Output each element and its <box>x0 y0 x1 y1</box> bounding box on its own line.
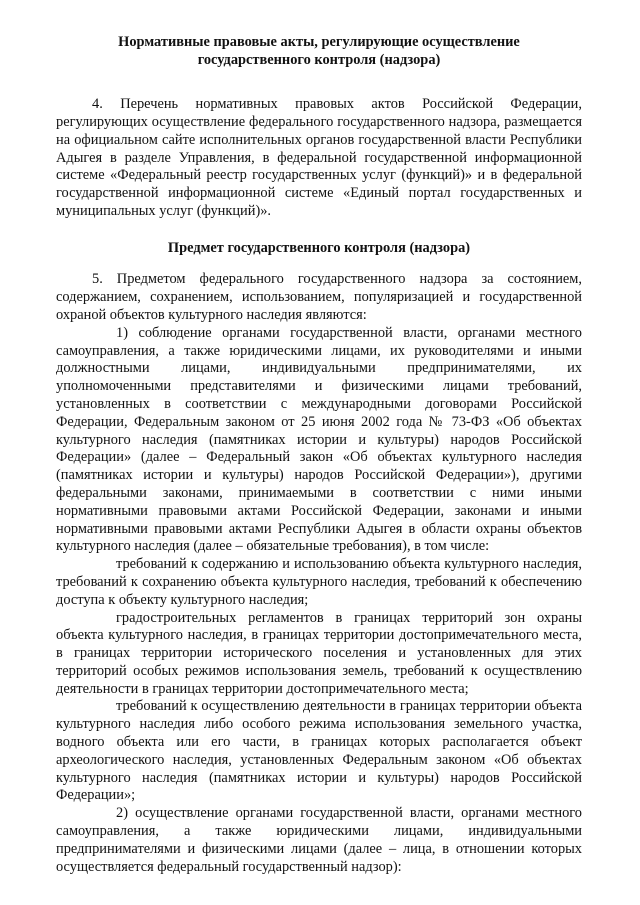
document-title-line-1: Нормативные правовые акты, регулирующие осуществление <box>118 34 520 50</box>
paragraph-section-4: 4. Перечень нормативных правовых актов Российской Федерации, регулирующих осуществление федерального государственного надзора, размещается на официальном сайте исполнительных органов государственной власти Республики Адыгея в разделе Управления, в федеральной государственной информационной системе «Федеральный реестр государственных услуг (функций)» и в федеральной государственной информационной системе «Единый портал государственных и муниципальных услуг (функций)». <box>56 96 582 219</box>
paragraph-requirement-2: градостроительных регламентов в границах территорий зон охраны объекта культурного наследия, в границах территории достопримечательного места, в границах территории исторического поселения и установленных для этих территорий особых режимов использования земель, требований к осуществлению деятельности в границах территории достопримечательного места; <box>56 609 582 697</box>
paragraph-section-5-intro: 5. Предметом федерального государственного надзора за состоянием, содержанием, сохранением, использованием, популяризацией и государственной охраной объектов культурного наследия являются: <box>56 271 582 323</box>
subject-heading: Предмет государственного контроля (надзора) <box>167 239 471 256</box>
paragraph-item-2: 2) осуществление органами государственной власти, органами местного самоуправления, а также юридическими лицами, индивидуальными предпринимателями и физическими лицами (далее – лица, в отношении которых осуществляется федеральный государственный надзор): <box>56 805 582 875</box>
document-title <box>56 34 582 69</box>
paragraph-requirement-1: требований к содержанию и использованию объекта культурного наследия, требований к сохранению объекта культурного наследия, требований к обеспечению доступа к объекту культурного наследия; <box>56 556 582 608</box>
paragraph-item-1: 1) соблюдение органами государственной власти, органами местного самоуправления, а также юридическими лицами, их руководителями и иными должностными лицами, индивидуальными предпринимателями, их уполномоченными представителями и физическими лицами требований, установленных в соответствии с международными договорами Российской Федерации, Федеральным законом от 25 июня 2002 года № 73-ФЗ «Об объектах культурного наследия (памятниках истории и культуры) народов Российской Федерации» (далее – Федеральный закон «Об объектах культурного наследия (памятниках истории и культуры) народов Российской Федерации»), другими федеральными законами, принимаемыми в соответствии с ними иными нормативными правовыми актами Российской Федерации, законами и иными нормативными правовыми актами Республики Адыгея в области охраны объектов культурного наследия (далее – обязательные требования), в том числе: <box>56 324 582 555</box>
paragraph-requirement-3: требований к осуществлению деятельности в границах территории объекта культурного наследия либо особого режима использования земельного участка, водного объекта или его части, в границах которых располагается объект археологического наследия, установленных Федеральным законом «Об объектах культурного наследия (памятниках истории и культуры) народов Российской Федерации»; <box>56 698 582 804</box>
document-title-line-2: государственного контроля (надзора) <box>197 51 441 68</box>
